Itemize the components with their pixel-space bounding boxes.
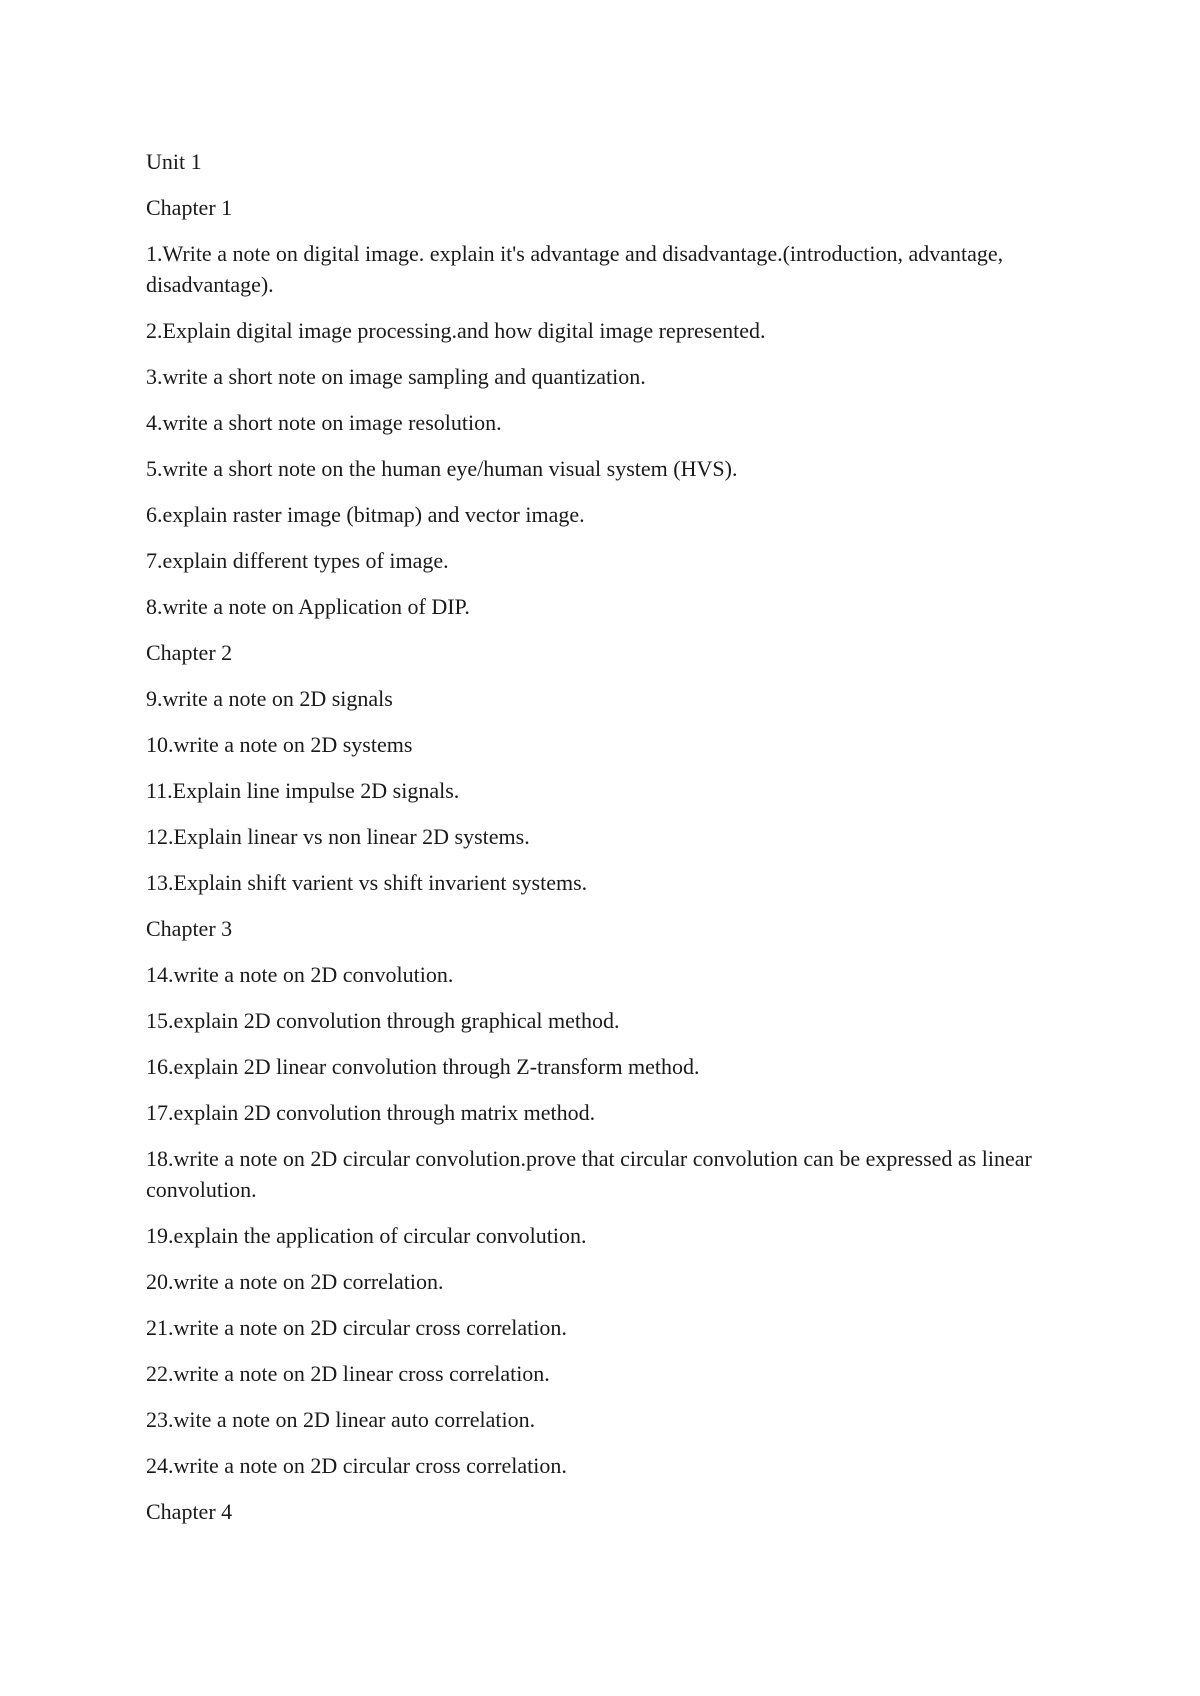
chapter-2-heading: Chapter 2 bbox=[146, 640, 233, 665]
question-8: 8.write a note on Application of DIP. bbox=[146, 594, 470, 619]
question-2: 2.Explain digital image processing.and how digital image represented. bbox=[146, 318, 766, 343]
chapter-3-heading: Chapter 3 bbox=[146, 916, 233, 941]
question-19: 19.explain the application of circular convolution. bbox=[146, 1223, 587, 1248]
question-11: 11.Explain line impulse 2D signals. bbox=[146, 778, 460, 803]
question-13: 13.Explain shift varient vs shift invarient systems. bbox=[146, 870, 588, 895]
question-7: 7.explain different types of image. bbox=[146, 548, 449, 573]
question-20: 20.write a note on 2D correlation. bbox=[146, 1269, 444, 1294]
question-14: 14.write a note on 2D convolution. bbox=[146, 962, 454, 987]
question-3: 3.write a short note on image sampling and quantization. bbox=[146, 364, 646, 389]
question-16: 16.explain 2D linear convolution through Z-transform method. bbox=[146, 1054, 700, 1079]
question-5: 5.write a short note on the human eye/human visual system (HVS). bbox=[146, 456, 738, 481]
question-6: 6.explain raster image (bitmap) and vector image. bbox=[146, 502, 585, 527]
question-18: 18.write a note on 2D circular convolution.prove that circular convolution can be expressed as linear convolution. bbox=[146, 1146, 1032, 1202]
document-body bbox=[146, 146, 1046, 1542]
chapter-1-heading: Chapter 1 bbox=[146, 195, 233, 220]
question-21: 21.write a note on 2D circular cross correlation. bbox=[146, 1315, 567, 1340]
question-9: 9.write a note on 2D signals bbox=[146, 686, 393, 711]
question-23: 23.wite a note on 2D linear auto correlation. bbox=[146, 1407, 536, 1432]
chapter-4-heading: Chapter 4 bbox=[146, 1499, 233, 1524]
question-17: 17.explain 2D convolution through matrix method. bbox=[146, 1100, 596, 1125]
question-4: 4.write a short note on image resolution. bbox=[146, 410, 502, 435]
question-15: 15.explain 2D convolution through graphical method. bbox=[146, 1008, 620, 1033]
question-10: 10.write a note on 2D systems bbox=[146, 732, 413, 757]
question-12: 12.Explain linear vs non linear 2D systems. bbox=[146, 824, 530, 849]
unit-heading: Unit 1 bbox=[146, 149, 202, 174]
question-22: 22.write a note on 2D linear cross correlation. bbox=[146, 1361, 550, 1386]
question-1: 1.Write a note on digital image. explain it's advantage and disadvantage.(introduction, advantage, disadvantage). bbox=[146, 241, 1004, 297]
question-24: 24.write a note on 2D circular cross correlation. bbox=[146, 1453, 567, 1478]
